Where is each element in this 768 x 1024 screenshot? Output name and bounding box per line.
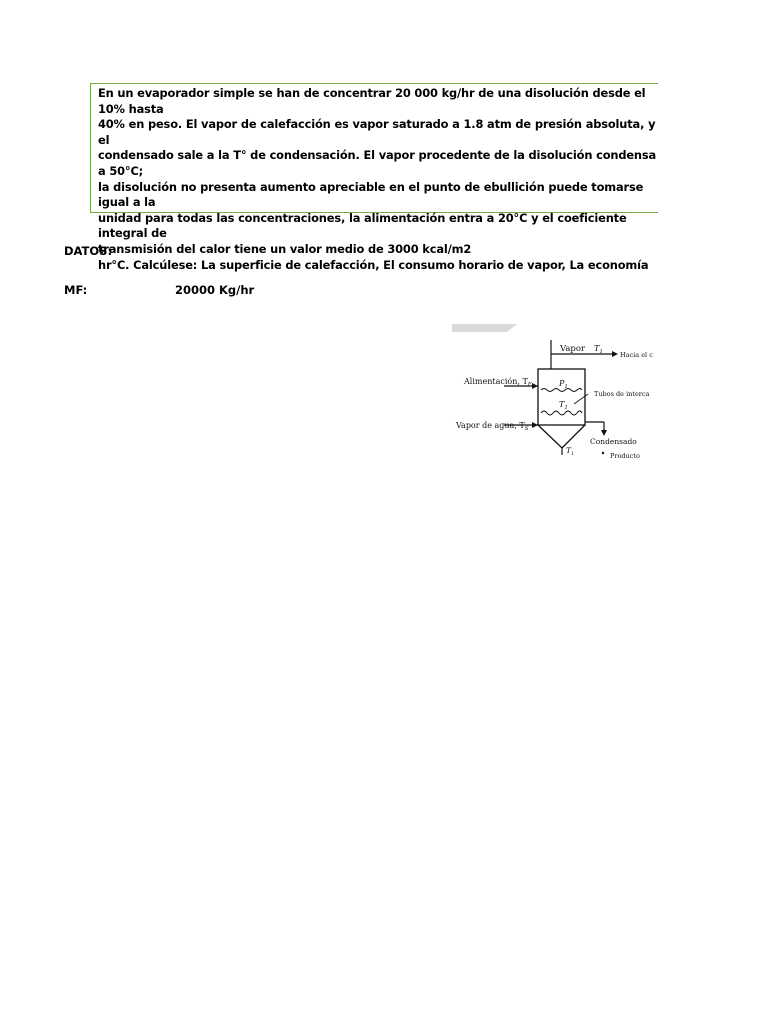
evaporator-diagram (452, 324, 659, 460)
product-bullet (602, 452, 604, 454)
feed-arrow (532, 383, 538, 389)
mf-label: MF: (64, 283, 88, 297)
condensate-label: Condensado (590, 437, 637, 446)
evaporator-cone (538, 425, 585, 448)
scan-shadow (452, 324, 517, 332)
product-label: Producto (610, 452, 640, 460)
liquid-level (541, 389, 582, 392)
vapor-temp: $T_1$ (594, 344, 603, 355)
tubes-leader-line (574, 394, 588, 404)
datos-heading: DATOS: (64, 244, 113, 258)
vapor-label: Vapor (560, 344, 586, 354)
condensate-arrow (601, 430, 607, 436)
tubes-label: Tubos de interca (594, 390, 650, 398)
heating-tubes (541, 411, 582, 415)
feed-label: Alimentación, $T_F$ (464, 377, 532, 388)
bottom-temp-label: $T_1$ (566, 446, 575, 457)
evaporator-body (538, 369, 585, 425)
inner-temp-label: $T_1$ (559, 400, 568, 411)
vapor-destination: Hacia el c (620, 351, 653, 359)
pressure-label: $P_1$ (559, 379, 568, 390)
steam-arrow (532, 422, 538, 428)
mf-value: 20000 Kg/hr (175, 283, 255, 297)
problem-statement-box (90, 83, 658, 272)
vapor-arrow (612, 351, 618, 357)
evaporator-diagram-svg (452, 324, 659, 460)
problem-statement-text: En un evaporador simple se han de concentrar 20 000 kg/hr de una disolución desde el 10% hasta 40% en peso. El vapor de calefacción es vapor saturado a 1.8 atm de presión absoluta, y el condensado sale a la T° de condensación. El vapor procedente de la disolución condensa a 50°C; la disolución no presenta aumento apreciable en el punto de ebullición puede tomarse igual a la unidad para todas las concentraciones, la alimentación entra a 20°C y el coeficiente integral de transmisión del calor tiene un valor medio de 3000 kcal/m2 hr°C. Calcúlese: La superficie de calefacción, El consumo horario de vapor, La economía (98, 86, 657, 272)
steam-label: Vapor de agua, $T_S$ (456, 421, 529, 432)
